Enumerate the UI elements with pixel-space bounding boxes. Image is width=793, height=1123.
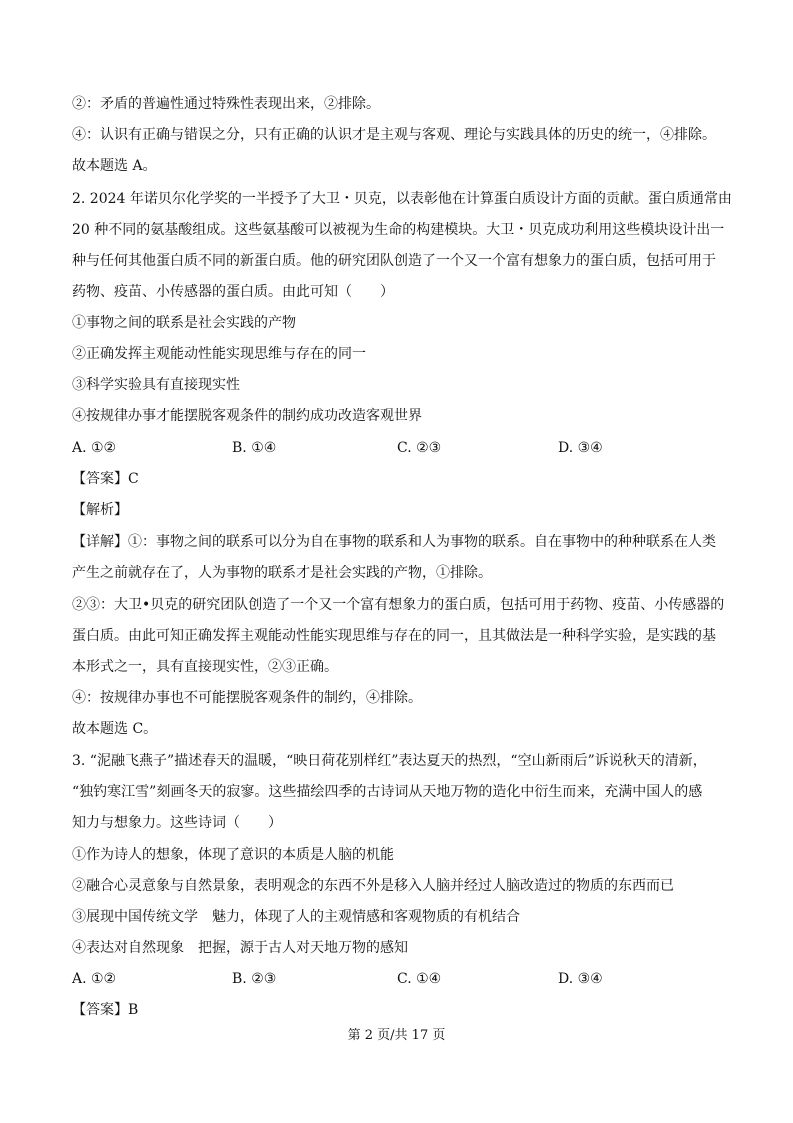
option-d: D. ③④ xyxy=(558,440,603,456)
explanation-line: 【详解】①：事物之间的联系可以分为自在事物的联系和人为事物的联系。自在事物中的种种联系在人类 xyxy=(72,534,716,550)
question-3-statement: ①作为诗人的想象，体现了意识的本质是人脑的机能 xyxy=(72,847,394,863)
question-2-statement: ③科学实验具有直接现实性 xyxy=(72,377,240,393)
option-c: C. ②③ xyxy=(397,440,442,456)
question-2-statement: ④按规律办事才能摆脱客观条件的制约成功改造客观世界 xyxy=(72,408,422,424)
question-2-line: 种与任何其他蛋白质不同的新蛋白质。他的研究团队创造了一个又一个富有想象力的蛋白质，包括可用于 xyxy=(72,253,716,269)
option-a: A. ①② xyxy=(72,440,117,456)
question-3-statement: ④表达对自然现象 把握，源于古人对天地万物的感知 xyxy=(72,940,408,956)
question-2-line: 2. 2024 年诺贝尔化学奖的一半授予了大卫・贝克，以表彰他在计算蛋白质设计方面的贡献。蛋白质通常由 xyxy=(72,191,732,207)
question-3-line: 知力与想象力。这些诗词（ ） xyxy=(72,815,282,831)
option-d: D. ③④ xyxy=(558,971,603,987)
question-3-statement: ③展现中国传统文学 魅力，体现了人的主观情感和客观物质的有机结合 xyxy=(72,909,520,925)
page-footer: 第 2 页/共 17 页 xyxy=(347,1028,446,1043)
question-2-line: 药物、疫苗、小传感器的蛋白质。由此可知（ ） xyxy=(72,284,394,300)
question-2-options xyxy=(72,438,732,458)
question-3-statement: ②融合心灵意象与自然景象，表明观念的东西不外是移入人脑并经过人脑改造过的物质的东西而已 xyxy=(72,878,674,894)
explanation-line: 本形式之一，具有直接现实性，②③正确。 xyxy=(72,659,338,675)
question-3-line: 3. “泥融飞燕子”描述春天的温暖，“映日荷花别样红”表达夏天的热烈，“空山新雨后”诉说秋天的清新， xyxy=(72,753,707,769)
option-c: C. ①④ xyxy=(397,971,442,987)
text-line: ②：矛盾的普遍性通过特殊性表现出来，②排除。 xyxy=(72,96,380,112)
question-3-options xyxy=(72,969,732,989)
conclusion-line: 故本题选 C。 xyxy=(72,721,158,737)
question-2-statement: ②正确发挥主观能动性能实现思维与存在的同一 xyxy=(72,346,366,362)
analysis-label: 【解析】 xyxy=(72,502,128,518)
explanation-line: 产生之前就存在了，人为事物的联系才是社会实践的产物，①排除。 xyxy=(72,565,492,581)
explanation-line: 蛋白质。由此可知正确发挥主观能动性能实现思维与存在的同一，且其做法是一种科学实验，是实践的基 xyxy=(72,628,716,644)
text-line: 故本题选 A。 xyxy=(72,158,157,174)
question-2-statement: ①事物之间的联系是社会实践的产物 xyxy=(72,315,296,331)
answer-label: 【答案】C xyxy=(72,471,139,487)
option-b: B. ②③ xyxy=(232,971,277,987)
option-a: A. ①② xyxy=(72,971,117,987)
explanation-line: ④：按规律办事也不可能摆脱客观条件的制约，④排除。 xyxy=(72,690,422,706)
question-3-line: “独钓寒江雪”刻画冬天的寂寥。这些描绘四季的古诗词从天地万物的造化中衍生而来，充满中国人的感 xyxy=(72,784,703,800)
option-b: B. ①④ xyxy=(232,440,277,456)
explanation-line: ②③：大卫•贝克的研究团队创造了一个又一个富有想象力的蛋白质，包括可用于药物、疫苗、小传感器的 xyxy=(72,597,725,613)
text-line: ④：认识有正确与错误之分，只有正确的认识才是主观与客观、理论与实践具体的历史的统一，④排除。 xyxy=(72,127,716,143)
question-2-line: 20 种不同的氨基酸组成。这些氨基酸可以被视为生命的构建模块。大卫・贝克成功利用这些模块设计出一 xyxy=(72,222,725,238)
answer-label: 【答案】B xyxy=(72,1002,139,1018)
